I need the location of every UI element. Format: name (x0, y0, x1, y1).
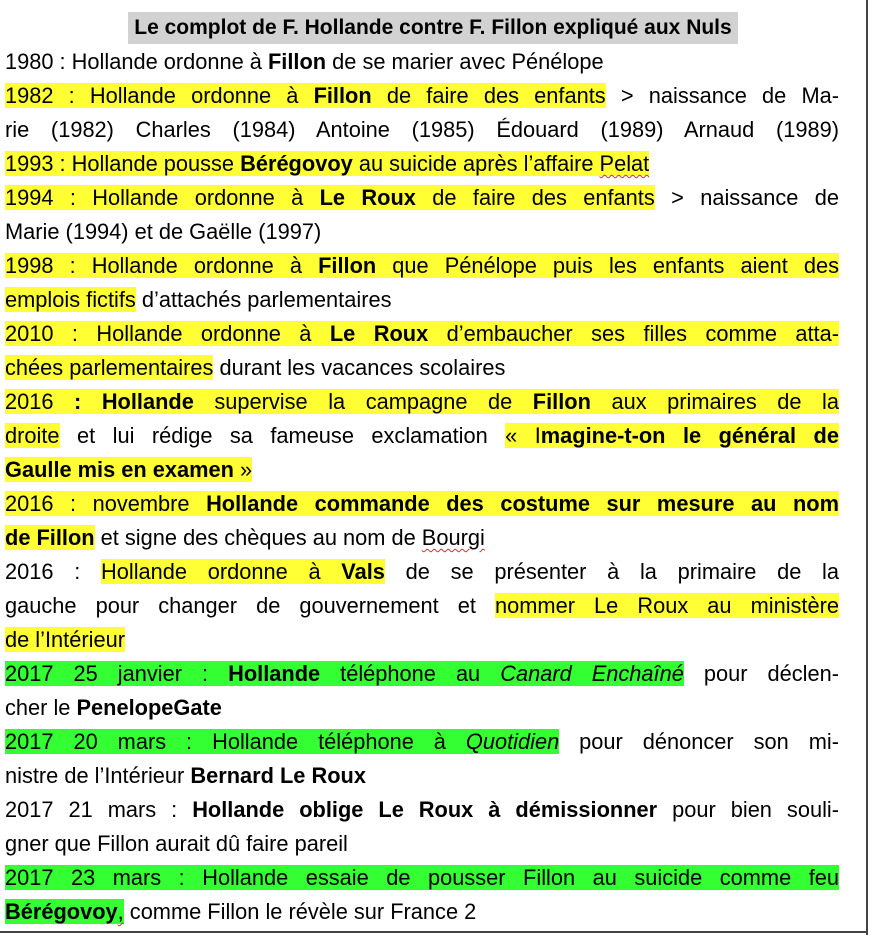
highlighted-text-segment: 1998 : Hollande ordonne à (5, 253, 319, 278)
text-line (5, 589, 839, 623)
highlighted-text-segment: droite (5, 423, 60, 448)
text-segment: pour déclen- (683, 661, 840, 686)
highlighted-text-segment: 2010 : Hollande ordonne à (5, 321, 330, 346)
text-segment: Marie (1994) et de Gaëlle (1997) (5, 219, 322, 244)
text-segment: Hollande oblige Le Roux à démissionner (192, 797, 658, 822)
text-segment: d’attachés parlementaires (135, 287, 392, 312)
highlighted-text-segment: nommer Le Roux au ministère (495, 593, 839, 618)
text-line (5, 759, 839, 793)
highlighted-text-segment: 1993 : Hollande pousse (5, 151, 241, 176)
text-segment: > naissance de (654, 185, 839, 210)
highlighted-text-segment: « I (505, 423, 541, 448)
highlighted-text-segment: Hollande ordonne à (100, 559, 342, 584)
text-line (5, 419, 839, 453)
highlighted-text-segment: » (233, 457, 253, 482)
highlighted-text-segment: que Pénélope puis les enfants aient des (376, 253, 839, 278)
text-line (5, 521, 839, 555)
highlighted-text-segment: 2017 25 janvier : (5, 661, 229, 686)
highlighted-text-segment: 2017 23 mars : Hollande essaie de pousser Fillon au suicide comme feu (5, 865, 839, 890)
text-line (5, 555, 839, 589)
text-line (5, 79, 839, 113)
text-segment: 2017 21 mars : (5, 797, 193, 822)
page-border-bottom (0, 931, 868, 933)
highlighted-text-segment: Hollande (228, 661, 321, 686)
highlighted-text-segment: 2017 20 mars : Hollande téléphone à (5, 729, 466, 754)
highlighted-text-segment: Quotidien (465, 729, 560, 754)
text-line (5, 113, 839, 147)
highlighted-text-segment: 1982 : Hollande ordonne à (5, 83, 314, 108)
highlighted-text-segment: Fillon (313, 83, 372, 108)
highlighted-text-segment: Fillon (318, 253, 377, 278)
text-segment: > naissance de Ma- (605, 83, 840, 108)
text-line (5, 827, 839, 861)
text-line (5, 623, 839, 657)
text-segment: gner que Fillon aurait dû faire pareil (5, 831, 348, 856)
text-segment: Bernard Le Roux (190, 763, 366, 788)
text-line (5, 385, 839, 419)
title-container (0, 12, 866, 44)
highlighted-text-segment: au suicide après l’affaire (352, 151, 600, 176)
text-segment: rie (1982) Charles (1984) Antoine (1985) Édouard (1989) Arnaud (1989) (5, 117, 839, 142)
highlighted-text-segment: Hollande commande des costume sur mesure au nom (206, 491, 839, 516)
highlighted-text-segment: de faire des enfants (415, 185, 655, 210)
text-line (5, 181, 839, 215)
highlighted-text-segment: Bérégovoy (5, 899, 118, 924)
highlighted-text-segment: Gaulle mis en examen (5, 457, 234, 482)
text-line (5, 725, 839, 759)
text-segment: comme Fillon le révèle sur France 2 (123, 899, 477, 924)
text-segment: de se présenter à la primaire de la (384, 559, 839, 584)
text-line (5, 283, 839, 317)
text-line (5, 215, 839, 249)
highlighted-text-segment: téléphone au (320, 661, 501, 686)
highlighted-text-segment: Bérégovoy (240, 151, 353, 176)
text-segment: Fillon (267, 49, 327, 74)
highlighted-text-segment: Le Roux (319, 185, 416, 210)
highlighted-text-segment: de l’Intérieur (5, 627, 125, 652)
text-segment: gauche pour changer de gouvernement et (5, 593, 496, 618)
text-segment: et lui rédige sa fameuse exclamation (59, 423, 506, 448)
text-line (5, 45, 839, 79)
text-line (5, 351, 839, 385)
highlighted-text-segment: 2016 : novembre (5, 491, 207, 516)
text-line (5, 147, 839, 181)
highlighted-text-segment: Canard Enchaîné (500, 661, 684, 686)
highlighted-text-segment: Vals (341, 559, 385, 584)
highlighted-text-segment: magine-t-on le général de (540, 423, 839, 448)
highlighted-text-segment: de Fillon (5, 525, 95, 550)
document-title: Le complot de F. Hollande contre F. Fillon expliqué aux Nuls (128, 12, 737, 44)
highlighted-text-segment: de faire des enfants (371, 83, 606, 108)
text-line (5, 657, 839, 691)
text-segment: pour dénoncer son mi- (559, 729, 839, 754)
text-segment: de se marier avec Pénélope (326, 49, 604, 74)
text-segment: PenelopeGate (76, 695, 222, 720)
highlighted-text-segment: Le Roux (329, 321, 429, 346)
text-line (5, 249, 839, 283)
text-segment: cher le (5, 695, 77, 720)
highlighted-text-segment: 1994 : Hollande ordonne à (5, 185, 320, 210)
text-line (5, 317, 839, 351)
page-border-right (866, 0, 868, 935)
text-segment: durant les vacances scolaires (213, 355, 506, 380)
highlighted-text-segment: , (117, 899, 124, 924)
text-line (5, 793, 839, 827)
highlighted-text-segment: emplois fictifs (5, 287, 136, 312)
highlighted-text-segment: : Hollande (74, 389, 194, 414)
text-line (5, 895, 839, 929)
text-segment: Bourgi (421, 525, 485, 550)
text-segment: 2016 : (5, 559, 101, 584)
highlighted-text-segment: supervise la campagne de (193, 389, 533, 414)
highlighted-text-segment: Fillon (532, 389, 591, 414)
text-line (5, 861, 839, 895)
highlighted-text-segment: d’embaucher ses filles comme atta- (428, 321, 839, 346)
highlighted-text-segment: aux primaires de la (590, 389, 840, 414)
text-line (5, 453, 839, 487)
text-segment: 1980 : Hollande ordonne à (5, 49, 268, 74)
text-line (5, 691, 839, 725)
text-segment: pour bien souli- (657, 797, 840, 822)
text-line (5, 487, 839, 521)
text-segment: nistre de l’Intérieur (5, 763, 191, 788)
highlighted-text-segment: Pelat (599, 151, 650, 176)
highlighted-text-segment: 2016 (5, 389, 75, 414)
text-segment: et signe des chèques au nom de (94, 525, 422, 550)
highlighted-text-segment: chées parlementaires (5, 355, 214, 380)
